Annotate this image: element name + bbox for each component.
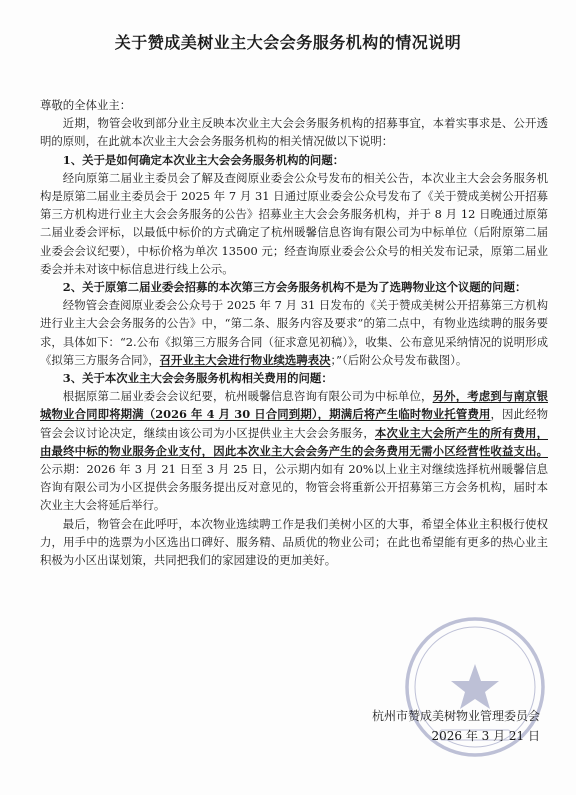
section-3-text: [40, 387, 548, 514]
section-2-text: [40, 296, 548, 369]
section-1-text: 经向原第二届业主委员会了解及查阅原业委会公众号发布的相关公告，本次业主大会会务服务机构是原第二届业主委员会于 2025 年 7 月 31 日通过原业委会公众号发布了《关于赞成美树公开招募第三方机构进行业主大会会务服务的公告》招募业主大会会务服务机构，并于 8 月 12 日晚通过原第二届业委会评标，以最低中标价的方式确定了杭州暖馨信息咨询有限公司为中标单位（后附原第二届业委会会议纪要），中标价格为单次 13500 元；经查询原业委会公众号的相关发布记录，原第二届业委会并未对该中标信息进行线上公示。: [40, 170, 548, 276]
section-2-text-a: 经物管会查阅原业委会公众号于 2025 年 7 月 31 日发布的《关于赞成美树公开招募第三方机构进行业主大会会务服务的公告》中，“第二条、服务内容及要求”的第二点中，有物业选续聘的服务要求，具体如下：“2.公布《拟第三方服务合同（征求意见初稿）》，收集、公布意见采纳情况的说明形成《拟第三方服务合同》，: [40, 298, 548, 367]
section-2-heading: 2、关于原第二届业委会招募的本次第三方会务服务机构不是为了选聘物业这个议题的问题：: [62, 280, 527, 295]
section-3-text-b: ，因此经物管会会议讨论决定，继续由该公司为小区提供业主大会会务服务，: [40, 407, 548, 440]
closing-paragraph: 最后，物管会在此呼吁，本次物业选续聘工作是我们美树小区的大事，希望全体业主积极行使权力，用手中的选票为小区选出口碑好、服务精、品质优的物业公司；在此也希望能有更多的热心业主积极为小区出谋划策，共同把我们的家园建设的更加美好。: [40, 516, 548, 568]
section-3-text-underlined-1: 另外，考虑到与南京银城物业合同即将期满（2026 年 4 月 30 日合同到期），期满后将产生临时物业托管费用: [40, 389, 548, 422]
signature-block: [300, 706, 540, 746]
section-1-heading: 1、关于是如何确定本次业主大会会务服务机构的问题：: [62, 152, 345, 167]
section-3-text-c: 公示期：2026 年 3 月 21 日至 3 月 25 日，公示期内如有 20%以上业主对继续选择杭州暖馨信息咨询有限公司为小区提供会务服务提出反对意见的，物管会将重新公开招募第三方会务机构，届时本次业主大会将延后举行。: [40, 462, 548, 513]
sign-date: 2026 年 3 月 21 日: [431, 729, 540, 743]
section-2-text-underlined: 召开业主大会进行物业续选聘表决: [159, 352, 331, 367]
section-2-text-b: ；”（后附公众号发布截图）。: [330, 352, 468, 367]
document-body: [40, 96, 548, 569]
document-title: 关于赞成美树业主大会会务服务机构的情况说明: [114, 33, 462, 52]
greeting: 尊敬的全体业主：: [40, 98, 132, 112]
section-3-text-a: 根据原第二届业委会会议纪要，杭州暖馨信息咨询有限公司为中标单位，: [62, 389, 433, 404]
section-3-heading: 3、关于本次业主大会会务服务机构相关费用的问题：: [62, 371, 333, 386]
section-3-text-underlined-2: 本次业主大会所产生的所有费用，由最终中标的物业服务企业支付，因此本次业主大会会务产生的会务费用无需小区经营性收益支出。: [40, 425, 548, 458]
signer-name: 杭州市赞成美树物业管理委员会: [371, 709, 540, 723]
intro-paragraph: 近期，物管会收到部分业主反映本次业主大会会务服务机构的招募事宜，本着实事求是、公开透明的原则，在此就本次业主大会会务服务机构的相关情况做以下说明：: [40, 116, 548, 149]
